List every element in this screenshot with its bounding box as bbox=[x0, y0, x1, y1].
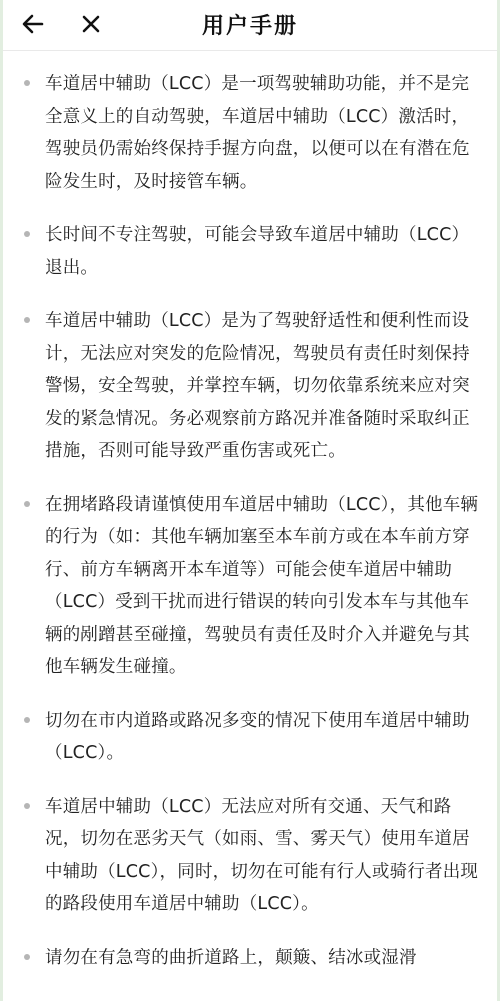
bullet-dot bbox=[24, 317, 30, 323]
bullet-text: 车道居中辅助（LCC）无法应对所有交通、天气和路况，切勿在恶劣天气（如雨、雪、雾天气）使用车道居中辅助（LCC），同时，切勿在可能有行人或骑行者出现的路段使用车道居中辅助（LCC）。 bbox=[45, 796, 479, 914]
bullet-dot bbox=[24, 80, 30, 86]
manual-content[interactable] bbox=[21, 68, 485, 1001]
bullet-text: 车道居中辅助（LCC）是一项驾驶辅助功能，并不是完全意义上的自动驾驶，车道居中辅助（LCC）激活时，驾驶员仍需始终保持手握方向盘，以便可以在有潜在危险发生时，及时接管车辆。 bbox=[45, 74, 470, 192]
bullet-text: 请勿在有急弯的曲折道路上，颠簸、结冰或湿滑 bbox=[45, 947, 417, 968]
bullet-dot bbox=[24, 954, 30, 960]
page-title: 用户手册 bbox=[201, 14, 298, 39]
bullet-text: 在拥堵路段请谨慎使用车道居中辅助（LCC），其他车辆的行为（如：其他车辆加塞至本车前方或在本车前方穿行、前方车辆离开本车道等）可能会使车道居中辅助（LCC）受到干扰而进行错误的转向引发本车与其他车辆的剐蹭甚至碰撞，驾驶员有责任及时介入并避免与其他车辆发生碰撞。 bbox=[45, 494, 479, 677]
bullet-dot bbox=[24, 717, 30, 723]
bullet-list bbox=[21, 68, 485, 974]
bullet-text: 切勿在市内道路或路况多变的情况下使用车道居中辅助（LCC）。 bbox=[45, 710, 470, 763]
list-item bbox=[21, 705, 485, 770]
bullet-dot bbox=[24, 231, 30, 237]
list-item bbox=[21, 791, 485, 921]
bullet-dot bbox=[24, 803, 30, 809]
list-item bbox=[21, 305, 485, 468]
bullet-dot bbox=[24, 501, 30, 507]
list-item bbox=[21, 942, 485, 975]
list-item bbox=[21, 219, 485, 284]
list-item bbox=[21, 68, 485, 198]
bullet-text: 长时间不专注驾驶，可能会导致车道居中辅助（LCC）退出。 bbox=[45, 225, 470, 278]
top-bar bbox=[3, 0, 497, 51]
bullet-text: 车道居中辅助（LCC）是为了驾驶舒适性和便利性而设计，无法应对突发的危险情况，驾驶员有责任时刻保持警惕，安全驾驶，并掌控车辆，切勿依靠系统来应对突发的紧急情况。务必观察前方路况并准备随时采取纠正措施，否则可能导致严重伤害或死亡。 bbox=[45, 311, 470, 461]
list-item bbox=[21, 489, 485, 684]
